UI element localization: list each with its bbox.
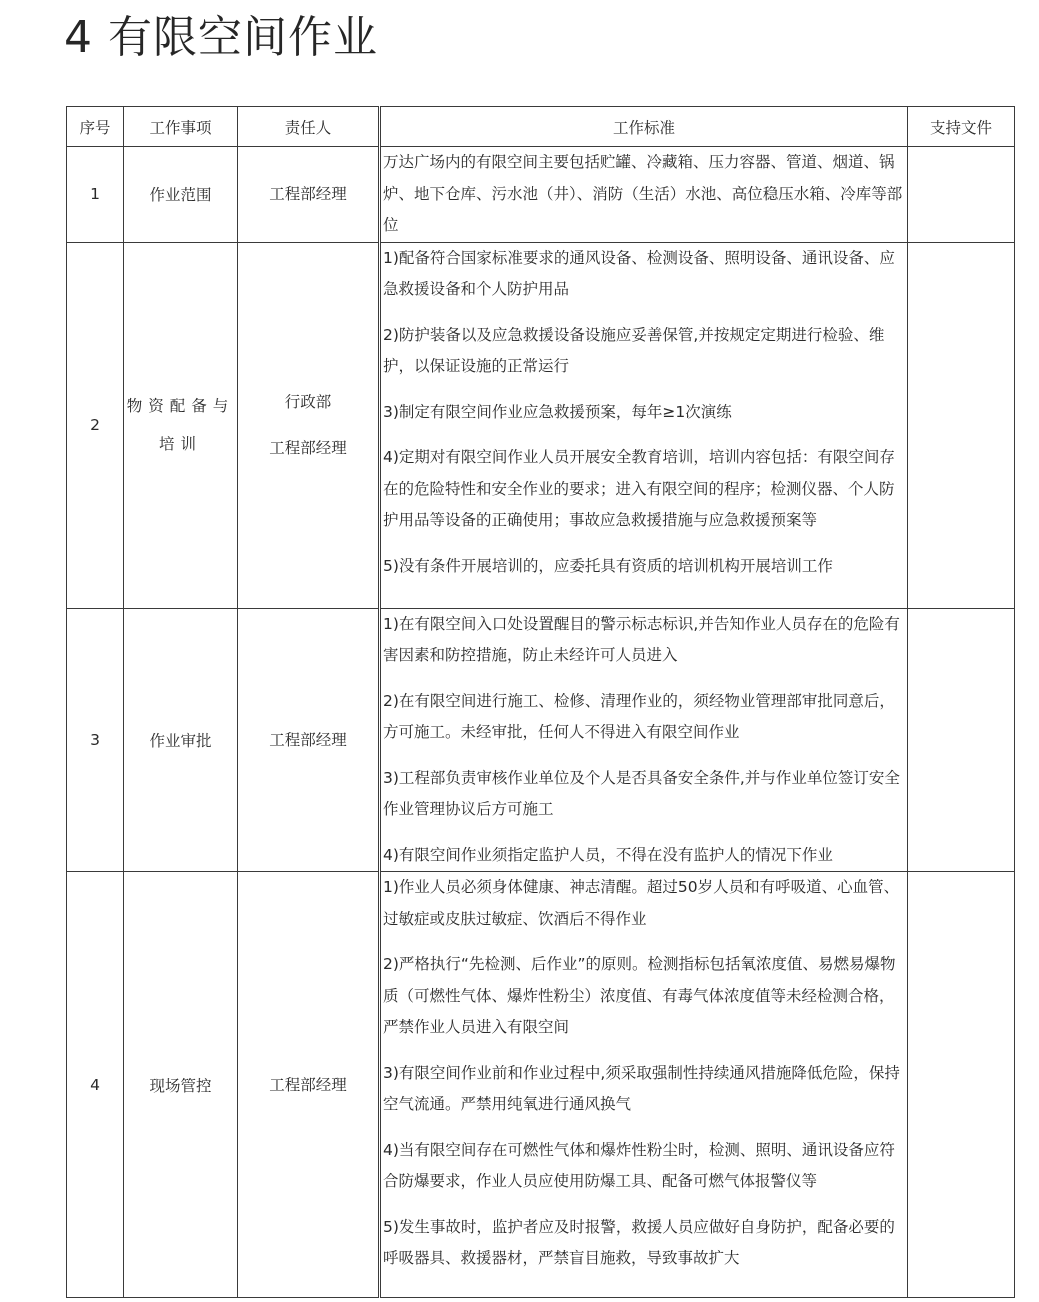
standard-paragraph: 2)严格执行“先检测、后作业”的原则。检测指标包括氧浓度值、易燃易爆物质（可燃性气体、爆炸性粉尘）浓度值、有毒气体浓度值等未经检测合格，严禁作业人员进入有限空间	[383, 955, 896, 1036]
page-title: 4 有限空间作业	[64, 12, 378, 63]
standard-paragraph: 3)工程部负责审核作业单位及个人是否具备安全条件,并与作业单位签订安全作业管理协议后方可施工	[383, 768, 900, 818]
row-item	[124, 608, 238, 872]
standard-paragraph: 4)有限空间作业须指定监护人员，不得在没有监护人的情况下作业	[383, 845, 833, 864]
header-standard: 工作标准	[380, 107, 908, 147]
standard-paragraph: 1)作业人员必须身体健康、神志清醒。超过50岁人员和有呼吸道、心血管、过敏症或皮肤过敏症、饮酒后不得作业	[383, 878, 900, 928]
row-item-text: 作业范围	[149, 186, 212, 205]
standard-paragraph: 4)定期对有限空间作业人员开展安全教育培训，培训内容包括：有限空间存在的危险特性和安全作业的要求；进入有限空间的程序；检测仪器、个人防护用品等设备的正确使用；事故应急救援措施与应急救援预案等	[383, 448, 895, 529]
row-docs	[908, 147, 1015, 243]
standard-paragraph: 5)发生事故时，监护者应及时报警，救援人员应做好自身防护，配备必要的呼吸器具、救援器材，严禁盲目施救，导致事故扩大	[383, 1217, 895, 1267]
standard-paragraph: 4)当有限空间存在可燃性气体和爆炸性粉尘时，检测、照明、通讯设备应符合防爆要求，作业人员应使用防爆工具、配备可燃气体报警仪等	[383, 1140, 895, 1190]
row-owner	[238, 608, 380, 872]
standard-paragraph: 2)在有限空间进行施工、检修、清理作业的，须经物业管理部审批同意后，方可施工。未经审批，任何人不得进入有限空间作业	[383, 691, 895, 741]
table-row	[67, 608, 1015, 872]
owner-name: 工程部经理	[269, 439, 347, 457]
standard-paragraph: 2)防护装备以及应急救援设备设施应妥善保管,并按规定定期进行检验、维护，以保证设施的正常运行	[383, 325, 885, 375]
row-item-text: 作业审批	[149, 731, 212, 750]
row-standard	[380, 872, 908, 1298]
owner-name: 工程部经理	[269, 185, 347, 204]
row-docs	[908, 608, 1015, 872]
row-standard	[380, 147, 908, 243]
standard-paragraph: 3)有限空间作业前和作业过程中,须采取强制性持续通风措施降低危险，保持空气流通。严禁用纯氧进行通风换气	[383, 1063, 900, 1113]
row-seq: 3	[67, 608, 124, 872]
row-item	[124, 242, 238, 608]
row-seq: 1	[67, 147, 124, 243]
owner-name: 工程部经理	[269, 730, 347, 749]
header-item: 工作事项	[124, 107, 238, 147]
row-item-text: 物资配备与培训	[126, 397, 235, 453]
row-docs	[908, 242, 1015, 608]
row-item	[124, 147, 238, 243]
standard-paragraph: 5)没有条件开展培训的，应委托具有资质的培训机构开展培训工作	[383, 556, 833, 575]
owner-name: 行政部	[284, 393, 332, 411]
standard-paragraph: 1)配备符合国家标准要求的通风设备、检测设备、照明设备、通讯设备、应急救援设备和个人防护用品	[383, 248, 895, 298]
row-item	[124, 872, 238, 1298]
row-seq: 2	[67, 242, 124, 608]
header-docs: 支持文件	[908, 107, 1015, 147]
header-seq: 序号	[67, 107, 124, 147]
table-row	[67, 872, 1015, 1298]
standard-paragraph: 1)在有限空间入口处设置醒目的警示标志标识,并告知作业人员存在的危险有害因素和防控措施，防止未经许可人员进入	[383, 614, 900, 664]
table-row	[67, 147, 1015, 243]
row-seq: 4	[67, 872, 124, 1298]
row-item-text: 现场管控	[149, 1076, 212, 1095]
row-standard	[380, 242, 908, 608]
standard-paragraph: 万达广场内的有限空间主要包括贮罐、冷藏箱、压力容器、管道、烟道、锅炉、地下仓库、污水池（井）、消防（生活）水池、高位稳压水箱、冷库等部位	[383, 153, 903, 234]
row-owner	[238, 242, 380, 608]
table-header-row	[67, 107, 1015, 147]
standard-paragraph: 3)制定有限空间作业应急救援预案，每年≥1次演练	[383, 402, 732, 421]
row-standard	[380, 608, 908, 872]
row-owner	[238, 872, 380, 1298]
work-standard-table	[66, 106, 1015, 1298]
header-owner: 责任人	[238, 107, 380, 147]
row-owner	[238, 147, 380, 243]
row-docs	[908, 872, 1015, 1298]
table-row	[67, 242, 1015, 608]
owner-name: 工程部经理	[269, 1075, 347, 1094]
